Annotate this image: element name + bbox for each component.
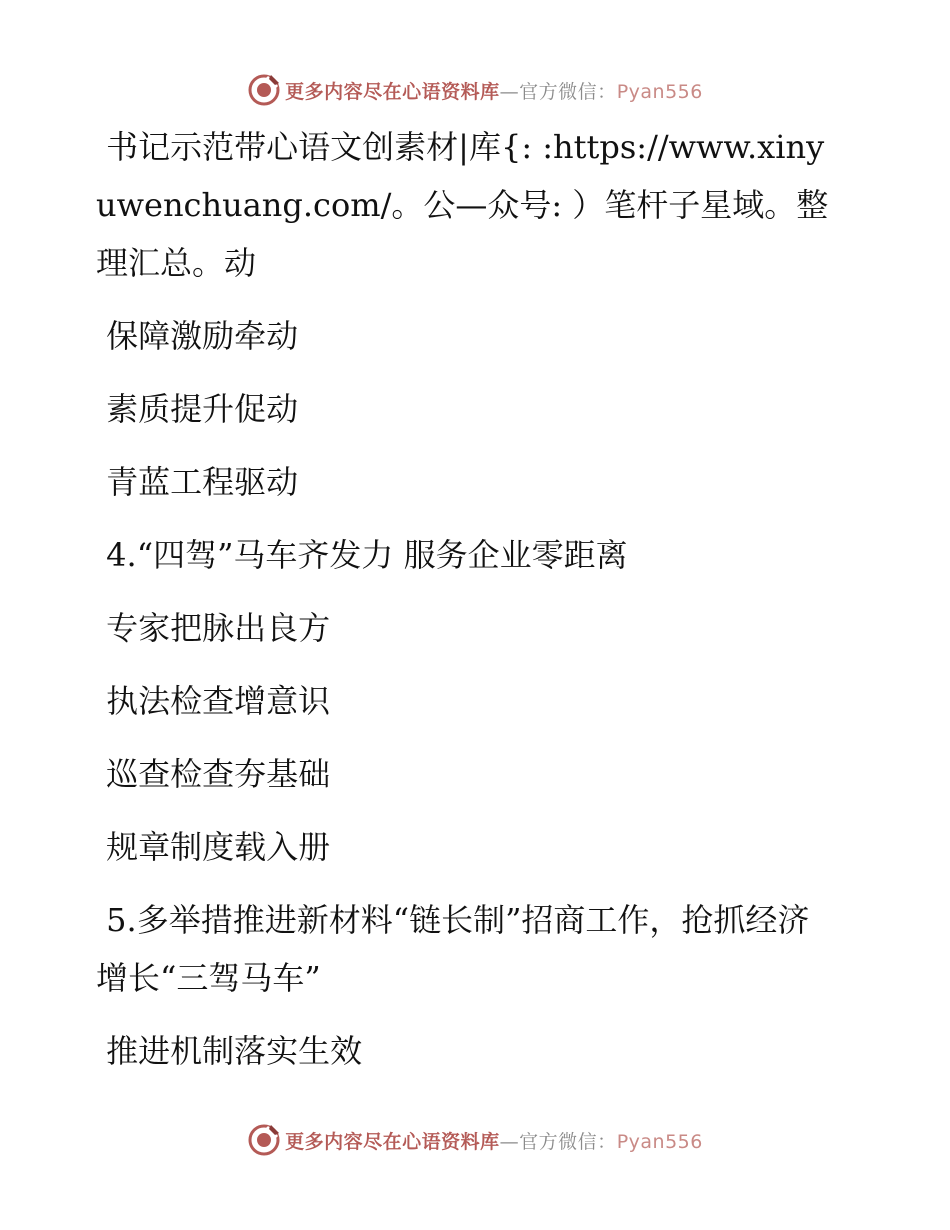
footer-banner	[0, 1120, 950, 1160]
banner-sub-text: —官方微信：	[499, 1130, 617, 1153]
header-banner	[0, 70, 950, 110]
paragraph: 5.多举措推进新材料“链长制”招商工作，抢抓经济增长“三驾马车”	[96, 901, 810, 997]
banner-wechat-id: Pyan556	[616, 80, 703, 103]
banner-main-text: 更多内容尽在心语资料库	[285, 1130, 500, 1153]
paragraph: 专家把脉出良方	[96, 609, 331, 647]
paragraph: 书记示范带心语文创素材|库{: :https://www.xinyuwenchuang.com/。公—众号: ）笔杆子星域。整理汇总。动	[96, 128, 829, 282]
document-body	[96, 118, 836, 1095]
paragraph: 规章制度载入册	[96, 828, 331, 866]
banner-wechat-id: Pyan556	[616, 1130, 703, 1153]
paragraph: 巡查检查夯基础	[96, 755, 331, 793]
paragraph: 推进机制落实生效	[96, 1032, 363, 1070]
banner-sub-text: —官方微信：	[499, 80, 617, 103]
paragraph: 4.“四驾”马车齐发力 服务企业零距离	[96, 536, 628, 574]
paragraph: 青蓝工程驱动	[96, 463, 299, 501]
paragraph: 保障激励牵动	[96, 317, 299, 355]
banner-text	[285, 1127, 703, 1154]
logo-icon	[247, 1123, 281, 1157]
paragraph: 执法检查增意识	[96, 682, 331, 720]
logo-icon	[247, 73, 281, 107]
banner-main-text: 更多内容尽在心语资料库	[285, 80, 500, 103]
banner-text	[285, 77, 703, 104]
paragraph: 素质提升促动	[96, 390, 299, 428]
